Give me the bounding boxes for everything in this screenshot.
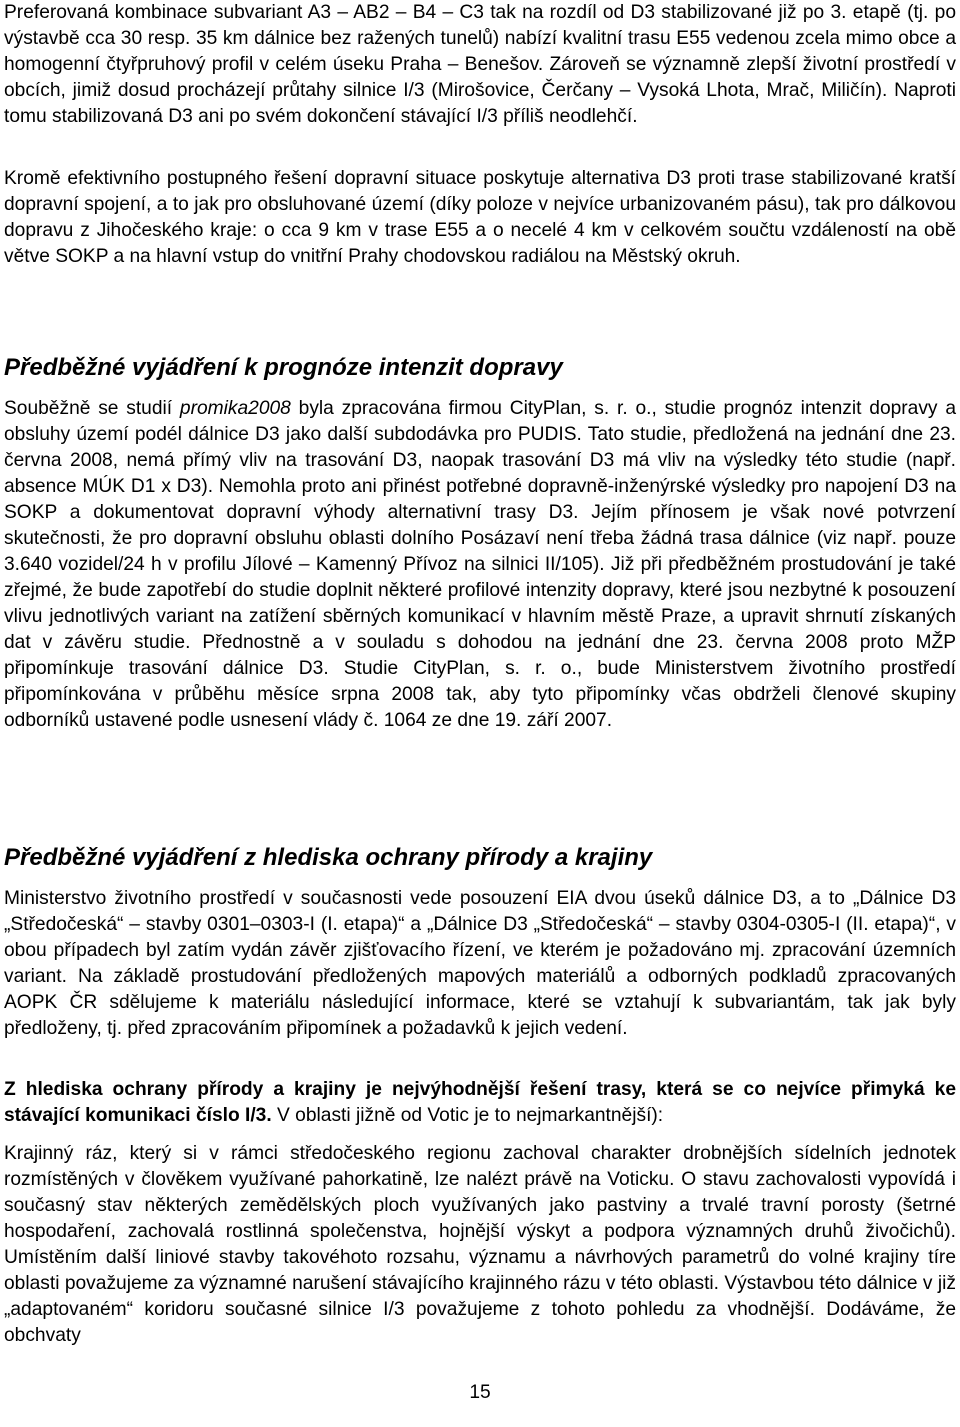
paragraph-landscape: Krajinný ráz, který si v rámci středočeského regionu zachoval charakter drobnějších sídelních jednotek rozmístěných v člověkem využívané pahorkatině, lze nalézt právě na Voticku. O stavu zachovalosti vypovídá i současný stav některých zemědělských ploch využívaných jako pastviny a trvalé travní porosty (šetrné hospodaření, zachovalá rostlinná společenstva, hojnější výskyt a podpora významných druhů živočichů). Umístěním další liniové stavby takovéhoto rozsahu, významu a návrhových parametrů do volné krajiny tíre oblasti považujeme za významné narušení stávajícího krajinného rázu v této oblasti. Výstavbou této dálnice v již „adaptovaném“ koridoru současné silnice I/3 považujeme z tohoto pohledu za vhodnější. Dodáváme, že obchvaty — [4, 1143, 956, 1346]
paragraph-best-route-bold: Z hlediska ochrany přírody a krajiny je nejvýhodnější řešení trasy, která se co nejvíce přimyká ke stávající komunikaci číslo I/3. — [4, 1079, 956, 1126]
page-number: 15 — [469, 1382, 491, 1403]
paragraph-traffic-study — [4, 396, 956, 734]
paragraph-best-route — [4, 1077, 956, 1129]
heading-nature-protection: Předběžné vyjádření z hlediska ochrany přírody a krajiny — [4, 844, 653, 871]
paragraph-traffic-study-text-b: byla zpracována firmou CityPlan, s. r. o., studie prognóz intenzit dopravy a obsluhy území podél dálnice D3 jako další subdodávka pro PUDIS. Tato studie, předložená na jednání dne 23. června 2008, nemá přímý vliv na trasování D3, naopak trasování D3 má vliv na výsledky této studie (např. absence MÚK D1 x D3). Nemohla proto ani přinést potřebné dopravně-inženýrské výsledky pro napojení D3 na SOKP a dokumentovat dopravní výhody alternativní trasy D3. Jejím přínosem je však nové potvrzení skutečnosti, že pro dopravní obsluhu oblasti dolního Posázaví není třeba žádná trasa dálnice (viz např. pouze 3.640 vozidel/24 h v profilu Jílové – Kamenný Přívoz na silnici II/105). Již při předběžném prostudování je také zřejmé, že bude zapotřebí do studie doplnit některé profilové intenzity dopravy, které jsou nezbytné k posouzení vlivu jednotlivých variant na zatížení sběrných komunikací v hlavním městě Praze, a upravit shrnutí získaných dat v závěru studie. Přednostně a v souladu s dohodou na jednání dne 23. června 2008 proto MŽP připomínkuje trasování dálnice D3. Studie CityPlan, s. r. o., bude Ministerstvem životního prostředí připomínkována v průběhu měsíce srpna 2008 tak, aby tyto připomínky včas obdrželi členové skupiny odborníků ustavené podle usnesení vlády č. 1064 ze dne 19. září 2007. — [4, 398, 956, 731]
heading-traffic-prognosis: Předběžné vyjádření k prognóze intenzit dopravy — [4, 354, 563, 381]
paragraph-traffic-study-text-a: Souběžně se studií — [4, 398, 180, 419]
paragraph-eia: Ministerstvo životního prostředí v současnosti vede posouzení EIA dvou úseků dálnice D3, a to „Dálnice D3 „Středočeská“ – stavby 0301–0303-I (I. etapa)“ a „Dálnice D3 „Středočeská“ – stavby 0304-0305-I (II. etapa)“, v obou případech byl zatím vydán závěr zjišťovacího řízení, ve kterém je požadováno mj. zpracování územních variant. Na základě prostudování předložených mapových materiálů a odborných podkladů zpracovaných AOPK ČR sdělujeme k materiálu následující informace, které se vztahují k subvariantám, tak jak byly předloženy, tj. před zpracováním připomínek a požadavků k jejich vedení. — [4, 888, 956, 1039]
paragraph-best-route-rest: V oblasti jižně od Votic je to nejmarkantnější): — [271, 1105, 664, 1126]
paragraph-efficiency: Kromě efektivního postupného řešení dopravní situace poskytuje alternativa D3 proti trase stabilizované kratší dopravní spojení, a to jak pro obsluhované území (díky poloze v nejvíce urbanizovaném pásu), tak pro dálkovou dopravu z Jihočeského kraje: o cca 9 km v trase E55 a o necelé 4 km v celkovém součtu vzdáleností na obě větve SOKP a na hlavní vstup do vnitřní Prahy chodovskou radiálou na Městský okruh. — [4, 168, 956, 267]
study-name-italic: promika2008 — [179, 398, 291, 419]
paragraph-variant-combination: Preferovaná kombinace subvariant A3 – AB2 – B4 – C3 tak na rozdíl od D3 stabilizované již po 3. etapě (tj. po výstavbě cca 30 resp. 35 km dálnice bez ražených tunelů) nabízí kvalitní trasu E55 vedenou zcela mimo obce a homogenní čtyřpruhový profil v celém úseku Praha – Benešov. Zároveň se významně zlepší životní prostředí v obcích, jimiž dosud procházejí průtahy silnice I/3 (Mirošovice, Čerčany – Vysoká Lhota, Mrač, Miličín). Naproti tomu stabilizovaná D3 ani po svém dokončení stávající I/3 příliš neodlehčí. — [4, 2, 956, 127]
